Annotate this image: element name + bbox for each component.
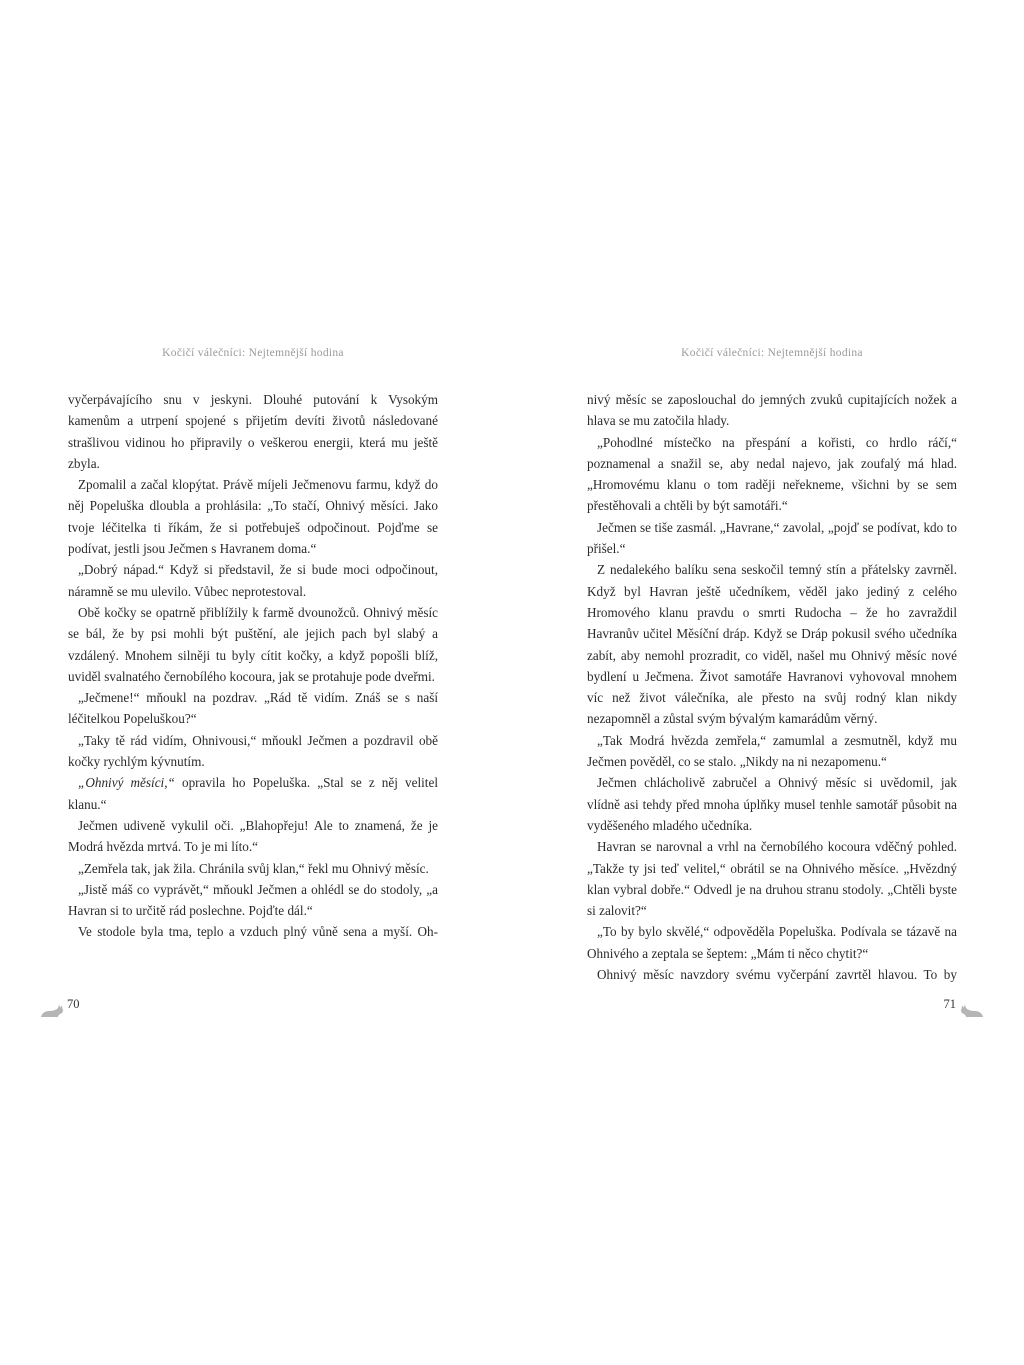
paragraph: nivý měsíc se zaposlouchal do jemných zvuků cupitajících nožek a hlava se mu zatočila hlady. — [587, 392, 957, 429]
right-page — [512, 0, 1024, 1365]
paragraph: „Jistě máš co vyprávět,“ mňoukl Ječmen a ohlédl se do stodoly, „a Havran si to určitě rád poslechne. Pojďte dál.“ — [68, 881, 438, 919]
paragraph: vyčerpávajícího snu v jeskyni. Dlouhé putování k Vysokým kamenům a utrpení spojené s přijetím devíti životů následované strašlivou vidinou ho připravily o veškerou energii, která mu ještě zbyla. — [68, 392, 438, 471]
paragraph: „Zemřela tak, jak žila. Chránila svůj klan,“ řekl mu Ohnivý měsíc. — [78, 860, 429, 876]
paragraph: „Taky tě rád vidím, Ohnivousi,“ mňoukl Ječmen a pozdravil obě kočky rychlým kývnutím. — [68, 732, 438, 770]
paragraph: „Dobrý nápad.“ Když si představil, že si bude moci odpočinout, náramně se mu ulevilo. Vůbec neprotestoval. — [68, 562, 438, 599]
cat-silhouette-icon — [959, 1003, 985, 1019]
italic-phrase: „Ohnivý měsíci,“ — [78, 775, 175, 791]
paragraph: „To by bylo skvělé,“ odpověděla Popeluška. Podívala se tázavě na Ohnivého a zeptala se šeptem: „Mám ti něco chytit?“ — [587, 924, 957, 961]
paragraph: Havran se narovnal a vrhl na černobílého kocoura vděčný pohled. „Takže ty jsi teď velitel,“ obrátil se na Ohnivého měsíce. „Hvězdný klan vybral dobře.“ Odvedl je na druhou stranu stodoly. „Chtěli byste si zalovit?“ — [587, 839, 957, 919]
body-text — [587, 389, 957, 985]
paragraph-rest: opravila ho Popeluška. „Stal se z něj velitel klanu.“ — [68, 775, 438, 812]
paragraph: „Ječmene!“ mňoukl na pozdrav. „Rád tě vidím. Znáš se s naší léčitelkou Popeluškou?“ — [68, 690, 438, 727]
paragraph: Ve stodole byla tma, teplo a vzduch plný vůně sena a myší. Oh- — [78, 924, 438, 940]
running-head: Kočičí válečníci: Nejtemnější hodina — [162, 347, 344, 359]
paragraph: Ječmen chlácholivě zabručel a Ohnivý měsíc si uvědomil, jak vlídně asi tehdy před mnoha úplňky musel tenhle samotář působit na vyděšeného mladého učedníka. — [587, 775, 957, 833]
body-text — [68, 389, 438, 943]
paragraph — [68, 772, 438, 815]
cat-silhouette-icon — [39, 1003, 65, 1019]
paragraph: „Tak Modrá hvězda zemřela,“ zamumlal a zesmutněl, když mu Ječmen pověděl, co se stalo. „Nikdy na ni nezapomenu.“ — [587, 732, 957, 770]
running-head: Kočičí válečníci: Nejtemnější hodina — [681, 347, 863, 359]
paragraph: Ohnivý měsíc navzdory svému vyčerpání zavrtěl hlavou. To by — [597, 967, 957, 983]
page-number: 71 — [943, 997, 956, 1011]
paragraph: Obě kočky se opatrně přiblížily k farmě dvounožců. Ohnivý měsíc se bál, že by psi mohli být puštění, ale jejich pach byl slabý a vzdálený. Mnohem silněji tu byly cítit kočky, a když popošli blíž, uviděl svalnatého černobílého kocoura, jak se protahuje pode dveřmi. — [68, 604, 438, 684]
paragraph: Zpomalil a začal klopýtat. Právě míjeli Ječmenovu farmu, když do něj Popeluška dloubla a prohlásila: „To stačí, Ohnivý měsíci. Jako tvoje léčitelka ti říkám, že si potřebuješ odpočinout. Pojďme se podívat, jestli jsou Ječmen s Havranem doma.“ — [68, 477, 438, 557]
paragraph: Ječmen udiveně vykulil oči. „Blahopřeju! Ale to znamená, že je Modrá hvězda mrtvá. To je mi líto.“ — [68, 817, 438, 855]
page-number: 70 — [67, 997, 80, 1011]
paragraph: Ječmen se tiše zasmál. „Havrane,“ zavolal, „pojď se podívat, kdo to přišel.“ — [587, 519, 957, 557]
paragraph: „Pohodlné místečko na přespání a kořisti, co hrdlo ráčí,“ poznamenal a snažil se, aby nedal najevo, jak zoufalý má hlad. „Hromovému klanu o tom raději neřekneme, všichni by se sem přestěhovali a chtěli by být samotáři.“ — [587, 434, 957, 514]
paragraph: Z nedalekého balíku sena seskočil temný stín a přátelsky zavrněl. Když byl Havran ještě učedníkem, věděl jako jediný z celého Hromového klanu pravdu o smrti Rudocha – že ho zavraždil Havranův učitel Měsíční dráp. Když se Dráp pokusil svého učedníka zabít, aby nemohl prozradit, co viděl, našel mu Ohnivý měsíc nové bydlení u Ječmena. Život samotáře Havranovi vyhovoval mnohem víc než život válečníka, ale přesto na svůj rodný klan nikdy nezapomněl a zůstal svým bývalým kamarádům věrný. — [587, 562, 957, 727]
